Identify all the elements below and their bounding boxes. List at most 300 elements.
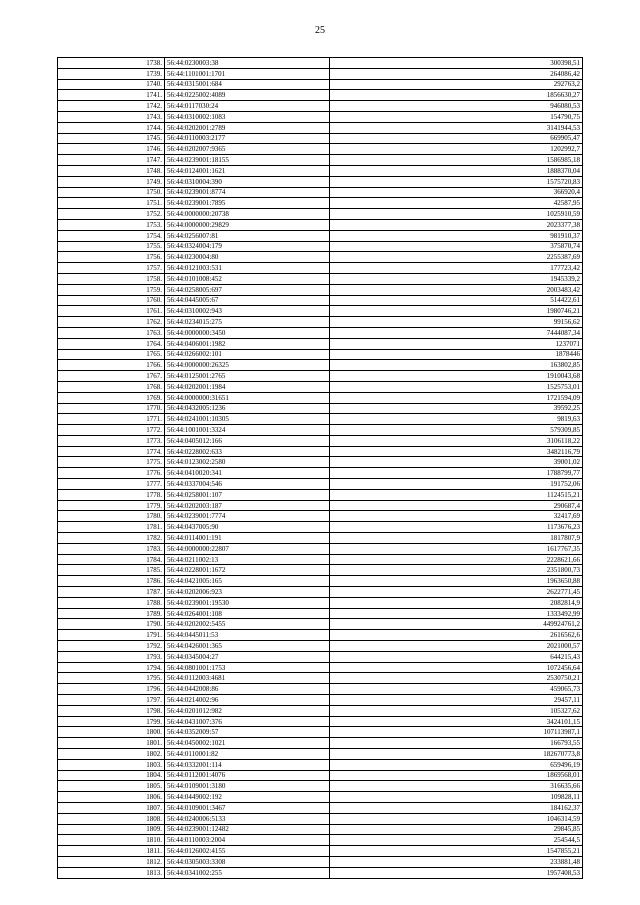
registry-table-body xyxy=(58,58,583,879)
value-cell: 375870,74 xyxy=(330,241,583,252)
row-number-cell: 1775. xyxy=(58,457,165,468)
value-cell: 644215,43 xyxy=(330,651,583,662)
cadastral-number-cell: 56:44:0426001:365 xyxy=(165,641,330,652)
row-number-cell: 1762. xyxy=(58,317,165,328)
table-row xyxy=(58,695,583,706)
cadastral-number-cell: 56:44:0258001:107 xyxy=(165,489,330,500)
row-number-cell: 1808. xyxy=(58,813,165,824)
cadastral-number-cell: 56:44:0801001:1753 xyxy=(165,662,330,673)
cadastral-number-cell: 56:44:0445005:67 xyxy=(165,295,330,306)
cadastral-number-cell: 56:44:0432005:1236 xyxy=(165,403,330,414)
value-cell: 1869568,01 xyxy=(330,770,583,781)
row-number-cell: 1787. xyxy=(58,587,165,598)
row-number-cell: 1803. xyxy=(58,759,165,770)
table-row xyxy=(58,554,583,565)
table-row xyxy=(58,770,583,781)
value-cell: 1575720,83 xyxy=(330,176,583,187)
cadastral-number-cell: 56:44:0123002:2580 xyxy=(165,457,330,468)
value-cell: 3106118,22 xyxy=(330,435,583,446)
table-row xyxy=(58,738,583,749)
table-row xyxy=(58,824,583,835)
cadastral-number-cell: 56:44:0101008:452 xyxy=(165,273,330,284)
value-cell: 29457,11 xyxy=(330,695,583,706)
row-number-cell: 1788. xyxy=(58,597,165,608)
cadastral-number-cell: 56:44:0310004:390 xyxy=(165,176,330,187)
cadastral-number-cell: 56:44:0228001:1672 xyxy=(165,565,330,576)
table-row xyxy=(58,597,583,608)
row-number-cell: 1778. xyxy=(58,489,165,500)
value-cell: 2003483,42 xyxy=(330,284,583,295)
cadastral-number-cell: 56:44:0266002:101 xyxy=(165,349,330,360)
row-number-cell: 1777. xyxy=(58,479,165,490)
cadastral-number-cell: 56:44:0117030:24 xyxy=(165,101,330,112)
cadastral-number-cell: 56:44:0445011:53 xyxy=(165,630,330,641)
table-row xyxy=(58,209,583,220)
row-number-cell: 1783. xyxy=(58,543,165,554)
row-number-cell: 1768. xyxy=(58,381,165,392)
table-row xyxy=(58,252,583,263)
value-cell: 2228621,66 xyxy=(330,554,583,565)
value-cell: 2530750,21 xyxy=(330,673,583,684)
table-row xyxy=(58,381,583,392)
row-number-cell: 1765. xyxy=(58,349,165,360)
cadastral-number-cell: 56:44:0000000:20738 xyxy=(165,209,330,220)
cadastral-number-cell: 56:44:0225002:4089 xyxy=(165,90,330,101)
table-row xyxy=(58,58,583,69)
table-row xyxy=(58,306,583,317)
value-cell: 39592,25 xyxy=(330,403,583,414)
table-row xyxy=(58,349,583,360)
row-number-cell: 1754. xyxy=(58,230,165,241)
row-number-cell: 1791. xyxy=(58,630,165,641)
cadastral-number-cell: 56:44:0239001:19530 xyxy=(165,597,330,608)
value-cell: 109828,11 xyxy=(330,792,583,803)
cadastral-number-cell: 56:44:0258005:697 xyxy=(165,284,330,295)
table-row xyxy=(58,630,583,641)
row-number-cell: 1752. xyxy=(58,209,165,220)
row-number-cell: 1738. xyxy=(58,58,165,69)
row-number-cell: 1749. xyxy=(58,176,165,187)
cadastral-number-cell: 56:44:0437005:90 xyxy=(165,522,330,533)
row-number-cell: 1773. xyxy=(58,435,165,446)
table-row xyxy=(58,867,583,878)
cadastral-number-cell: 56:44:0211002:13 xyxy=(165,554,330,565)
cadastral-number-cell: 56:44:0112001:4076 xyxy=(165,770,330,781)
value-cell: 99156,62 xyxy=(330,317,583,328)
table-row xyxy=(58,533,583,544)
cadastral-number-cell: 56:44:0109001:3180 xyxy=(165,781,330,792)
row-number-cell: 1740. xyxy=(58,79,165,90)
row-number-cell: 1770. xyxy=(58,403,165,414)
row-number-cell: 1782. xyxy=(58,533,165,544)
row-number-cell: 1776. xyxy=(58,468,165,479)
row-number-cell: 1800. xyxy=(58,727,165,738)
row-number-cell: 1804. xyxy=(58,770,165,781)
value-cell: 579309,85 xyxy=(330,425,583,436)
table-row xyxy=(58,392,583,403)
cadastral-number-cell: 56:44:0240006:5133 xyxy=(165,813,330,824)
table-row xyxy=(58,792,583,803)
cadastral-number-cell: 56:44:0239001:8774 xyxy=(165,187,330,198)
value-cell: 184162,37 xyxy=(330,802,583,813)
row-number-cell: 1798. xyxy=(58,705,165,716)
row-number-cell: 1811. xyxy=(58,846,165,857)
value-cell: 1721594,09 xyxy=(330,392,583,403)
value-cell: 1525753,01 xyxy=(330,381,583,392)
table-row xyxy=(58,662,583,673)
row-number-cell: 1747. xyxy=(58,155,165,166)
row-number-cell: 1743. xyxy=(58,111,165,122)
row-number-cell: 1771. xyxy=(58,414,165,425)
cadastral-number-cell: 56:44:0230003:38 xyxy=(165,58,330,69)
cadastral-number-cell: 56:44:0431007:376 xyxy=(165,716,330,727)
value-cell: 1910043,68 xyxy=(330,371,583,382)
row-number-cell: 1746. xyxy=(58,144,165,155)
value-cell: 2616562,6 xyxy=(330,630,583,641)
value-cell: 1963650,88 xyxy=(330,576,583,587)
cadastral-number-cell: 56:44:1101001:1701 xyxy=(165,68,330,79)
value-cell: 300398,51 xyxy=(330,58,583,69)
value-cell: 177723,42 xyxy=(330,263,583,274)
value-cell: 1817807,9 xyxy=(330,533,583,544)
cadastral-number-cell: 56:44:0406001:1982 xyxy=(165,338,330,349)
value-cell: 1945339,2 xyxy=(330,273,583,284)
row-number-cell: 1748. xyxy=(58,165,165,176)
table-row xyxy=(58,673,583,684)
row-number-cell: 1755. xyxy=(58,241,165,252)
cadastral-number-cell: 56:44:0352009:57 xyxy=(165,727,330,738)
row-number-cell: 1785. xyxy=(58,565,165,576)
cadastral-number-cell: 56:44:0256007:81 xyxy=(165,230,330,241)
cadastral-number-cell: 56:44:0125001:2765 xyxy=(165,371,330,382)
row-number-cell: 1739. xyxy=(58,68,165,79)
row-number-cell: 1751. xyxy=(58,198,165,209)
row-number-cell: 1759. xyxy=(58,284,165,295)
table-row xyxy=(58,111,583,122)
table-row xyxy=(58,727,583,738)
value-cell: 1025910,59 xyxy=(330,209,583,220)
table-row xyxy=(58,608,583,619)
value-cell: 459065,73 xyxy=(330,684,583,695)
table-row xyxy=(58,435,583,446)
value-cell: 292763,2 xyxy=(330,79,583,90)
value-cell: 1333492,99 xyxy=(330,608,583,619)
table-row xyxy=(58,856,583,867)
cadastral-number-cell: 56:44:0228002:633 xyxy=(165,446,330,457)
table-row xyxy=(58,79,583,90)
row-number-cell: 1758. xyxy=(58,273,165,284)
value-cell: 659496,19 xyxy=(330,759,583,770)
cadastral-number-cell: 56:44:0234015:275 xyxy=(165,317,330,328)
row-number-cell: 1801. xyxy=(58,738,165,749)
table-row xyxy=(58,371,583,382)
table-row xyxy=(58,230,583,241)
table-row xyxy=(58,749,583,760)
value-cell: 1046314,59 xyxy=(330,813,583,824)
row-number-cell: 1809. xyxy=(58,824,165,835)
table-row xyxy=(58,716,583,727)
row-number-cell: 1781. xyxy=(58,522,165,533)
row-number-cell: 1797. xyxy=(58,695,165,706)
cadastral-number-cell: 56:44:0337004:546 xyxy=(165,479,330,490)
table-row xyxy=(58,846,583,857)
table-row xyxy=(58,360,583,371)
cadastral-number-cell: 56:44:0264001:108 xyxy=(165,608,330,619)
table-row xyxy=(58,500,583,511)
value-cell: 2622771,45 xyxy=(330,587,583,598)
table-row xyxy=(58,176,583,187)
value-cell: 105327,62 xyxy=(330,705,583,716)
row-number-cell: 1766. xyxy=(58,360,165,371)
row-number-cell: 1796. xyxy=(58,684,165,695)
value-cell: 264086,42 xyxy=(330,68,583,79)
registry-table xyxy=(57,57,583,879)
table-row xyxy=(58,479,583,490)
cadastral-number-cell: 56:44:0000000:29829 xyxy=(165,219,330,230)
row-number-cell: 1802. xyxy=(58,749,165,760)
row-number-cell: 1807. xyxy=(58,802,165,813)
value-cell: 449924761,2 xyxy=(330,619,583,630)
cadastral-number-cell: 56:44:0310002:1083 xyxy=(165,111,330,122)
cadastral-number-cell: 56:44:0341002:255 xyxy=(165,867,330,878)
row-number-cell: 1813. xyxy=(58,867,165,878)
cadastral-number-cell: 56:44:0201012:982 xyxy=(165,705,330,716)
cadastral-number-cell: 56:44:0202002:5455 xyxy=(165,619,330,630)
value-cell: 233881,48 xyxy=(330,856,583,867)
cadastral-number-cell: 56:44:0000000:31651 xyxy=(165,392,330,403)
cadastral-number-cell: 56:44:0239001:7774 xyxy=(165,511,330,522)
value-cell: 2023377,38 xyxy=(330,219,583,230)
table-row xyxy=(58,403,583,414)
cadastral-number-cell: 56:44:0112003:4681 xyxy=(165,673,330,684)
value-cell: 107113987,1 xyxy=(330,727,583,738)
table-row xyxy=(58,241,583,252)
cadastral-number-cell: 56:44:0230004:80 xyxy=(165,252,330,263)
value-cell: 1072456,64 xyxy=(330,662,583,673)
cadastral-number-cell: 56:44:0000000:22807 xyxy=(165,543,330,554)
row-number-cell: 1784. xyxy=(58,554,165,565)
table-row xyxy=(58,122,583,133)
value-cell: 3141944,53 xyxy=(330,122,583,133)
value-cell: 3482116,79 xyxy=(330,446,583,457)
value-cell: 1173676,23 xyxy=(330,522,583,533)
cadastral-number-cell: 56:44:0324004:179 xyxy=(165,241,330,252)
table-row xyxy=(58,543,583,554)
value-cell: 1878446 xyxy=(330,349,583,360)
value-cell: 2255387,69 xyxy=(330,252,583,263)
row-number-cell: 1744. xyxy=(58,122,165,133)
row-number-cell: 1799. xyxy=(58,716,165,727)
row-number-cell: 1757. xyxy=(58,263,165,274)
value-cell: 154790,75 xyxy=(330,111,583,122)
table-row xyxy=(58,198,583,209)
row-number-cell: 1761. xyxy=(58,306,165,317)
value-cell: 39001,02 xyxy=(330,457,583,468)
table-row xyxy=(58,263,583,274)
value-cell: 946080,53 xyxy=(330,101,583,112)
row-number-cell: 1805. xyxy=(58,781,165,792)
value-cell: 1980746,21 xyxy=(330,306,583,317)
value-cell: 290687,4 xyxy=(330,500,583,511)
row-number-cell: 1763. xyxy=(58,327,165,338)
cadastral-number-cell: 56:44:0345004:27 xyxy=(165,651,330,662)
cadastral-number-cell: 56:44:0202006:923 xyxy=(165,587,330,598)
page-number: 25 xyxy=(315,25,325,36)
row-number-cell: 1795. xyxy=(58,673,165,684)
cadastral-number-cell: 56:44:0305003:3308 xyxy=(165,856,330,867)
row-number-cell: 1789. xyxy=(58,608,165,619)
cadastral-number-cell: 56:44:0000000:26325 xyxy=(165,360,330,371)
cadastral-number-cell: 56:44:0110001:82 xyxy=(165,749,330,760)
value-cell: 1586985,18 xyxy=(330,155,583,166)
table-row xyxy=(58,90,583,101)
cadastral-number-cell: 56:44:0449002:192 xyxy=(165,792,330,803)
table-row xyxy=(58,759,583,770)
row-number-cell: 1794. xyxy=(58,662,165,673)
table-row xyxy=(58,68,583,79)
table-row xyxy=(58,576,583,587)
table-row xyxy=(58,155,583,166)
value-cell: 182670773,8 xyxy=(330,749,583,760)
value-cell: 1547855,21 xyxy=(330,846,583,857)
value-cell: 669905,47 xyxy=(330,133,583,144)
cadastral-number-cell: 56:44:0109001:3467 xyxy=(165,802,330,813)
cadastral-number-cell: 56:44:0110003:2177 xyxy=(165,133,330,144)
table-row xyxy=(58,327,583,338)
value-cell: 29845,85 xyxy=(330,824,583,835)
cadastral-number-cell: 56:44:0421005:165 xyxy=(165,576,330,587)
table-row xyxy=(58,781,583,792)
row-number-cell: 1760. xyxy=(58,295,165,306)
value-cell: 981910,37 xyxy=(330,230,583,241)
cadastral-number-cell: 56:44:0239001:12482 xyxy=(165,824,330,835)
row-number-cell: 1790. xyxy=(58,619,165,630)
cadastral-number-cell: 56:44:0332001:114 xyxy=(165,759,330,770)
value-cell: 2351800,73 xyxy=(330,565,583,576)
row-number-cell: 1810. xyxy=(58,835,165,846)
table-row xyxy=(58,489,583,500)
cadastral-number-cell: 56:44:0126002:4155 xyxy=(165,846,330,857)
value-cell: 9819,63 xyxy=(330,414,583,425)
cadastral-number-cell: 56:44:0124001:1621 xyxy=(165,165,330,176)
row-number-cell: 1786. xyxy=(58,576,165,587)
cadastral-number-cell: 56:44:0214002:96 xyxy=(165,695,330,706)
value-cell: 1237071 xyxy=(330,338,583,349)
value-cell: 366920,4 xyxy=(330,187,583,198)
cadastral-number-cell: 56:44:0442008:86 xyxy=(165,684,330,695)
value-cell: 1856630,27 xyxy=(330,90,583,101)
value-cell: 514422,61 xyxy=(330,295,583,306)
row-number-cell: 1780. xyxy=(58,511,165,522)
value-cell: 2082814,9 xyxy=(330,597,583,608)
table-row xyxy=(58,144,583,155)
table-row xyxy=(58,813,583,824)
cadastral-number-cell: 56:44:0000000:3450 xyxy=(165,327,330,338)
cadastral-number-cell: 56:44:0410020:341 xyxy=(165,468,330,479)
table-row xyxy=(58,651,583,662)
table-row xyxy=(58,522,583,533)
table-row xyxy=(58,565,583,576)
cadastral-number-cell: 56:44:0202007:9365 xyxy=(165,144,330,155)
cadastral-number-cell: 56:44:0114001:191 xyxy=(165,533,330,544)
cadastral-number-cell: 56:44:0202001:1984 xyxy=(165,381,330,392)
cadastral-number-cell: 56:44:0315001:684 xyxy=(165,79,330,90)
cadastral-number-cell: 56:44:0202003:187 xyxy=(165,500,330,511)
table-row xyxy=(58,511,583,522)
table-row xyxy=(58,187,583,198)
value-cell: 1617767,35 xyxy=(330,543,583,554)
row-number-cell: 1792. xyxy=(58,641,165,652)
value-cell: 191752,06 xyxy=(330,479,583,490)
row-number-cell: 1812. xyxy=(58,856,165,867)
value-cell: 7444087,34 xyxy=(330,327,583,338)
table-row xyxy=(58,219,583,230)
value-cell: 254544,5 xyxy=(330,835,583,846)
table-row xyxy=(58,165,583,176)
table-row xyxy=(58,273,583,284)
table-row xyxy=(58,468,583,479)
table-row xyxy=(58,414,583,425)
row-number-cell: 1779. xyxy=(58,500,165,511)
cadastral-number-cell: 56:44:0110003:2004 xyxy=(165,835,330,846)
cadastral-number-cell: 56:44:0121003:531 xyxy=(165,263,330,274)
value-cell: 1788799,77 xyxy=(330,468,583,479)
row-number-cell: 1806. xyxy=(58,792,165,803)
cadastral-number-cell: 56:44:1001001:3324 xyxy=(165,425,330,436)
value-cell: 1202992,7 xyxy=(330,144,583,155)
row-number-cell: 1793. xyxy=(58,651,165,662)
value-cell: 1124515,21 xyxy=(330,489,583,500)
cadastral-number-cell: 56:44:0239001:18155 xyxy=(165,155,330,166)
table-row xyxy=(58,284,583,295)
cadastral-number-cell: 56:44:0450002:1021 xyxy=(165,738,330,749)
row-number-cell: 1764. xyxy=(58,338,165,349)
cadastral-number-cell: 56:44:0202001:2789 xyxy=(165,122,330,133)
value-cell: 32417,69 xyxy=(330,511,583,522)
table-row xyxy=(58,101,583,112)
row-number-cell: 1772. xyxy=(58,425,165,436)
table-row xyxy=(58,133,583,144)
table-row xyxy=(58,587,583,598)
row-number-cell: 1756. xyxy=(58,252,165,263)
value-cell: 1957408,53 xyxy=(330,867,583,878)
row-number-cell: 1745. xyxy=(58,133,165,144)
table-row xyxy=(58,317,583,328)
value-cell: 3424101,15 xyxy=(330,716,583,727)
cadastral-number-cell: 56:44:0310002:943 xyxy=(165,306,330,317)
row-number-cell: 1753. xyxy=(58,219,165,230)
table-row xyxy=(58,641,583,652)
table-row xyxy=(58,295,583,306)
value-cell: 163802,85 xyxy=(330,360,583,371)
cadastral-number-cell: 56:44:0239001:7895 xyxy=(165,198,330,209)
row-number-cell: 1769. xyxy=(58,392,165,403)
table-row xyxy=(58,425,583,436)
row-number-cell: 1741. xyxy=(58,90,165,101)
row-number-cell: 1774. xyxy=(58,446,165,457)
table-row xyxy=(58,705,583,716)
row-number-cell: 1767. xyxy=(58,371,165,382)
row-number-cell: 1742. xyxy=(58,101,165,112)
table-row xyxy=(58,338,583,349)
value-cell: 316635,66 xyxy=(330,781,583,792)
value-cell: 42587,95 xyxy=(330,198,583,209)
cadastral-number-cell: 56:44:0241001:10305 xyxy=(165,414,330,425)
table-row xyxy=(58,446,583,457)
table-row xyxy=(58,619,583,630)
value-cell: 2021000,57 xyxy=(330,641,583,652)
table-row xyxy=(58,802,583,813)
